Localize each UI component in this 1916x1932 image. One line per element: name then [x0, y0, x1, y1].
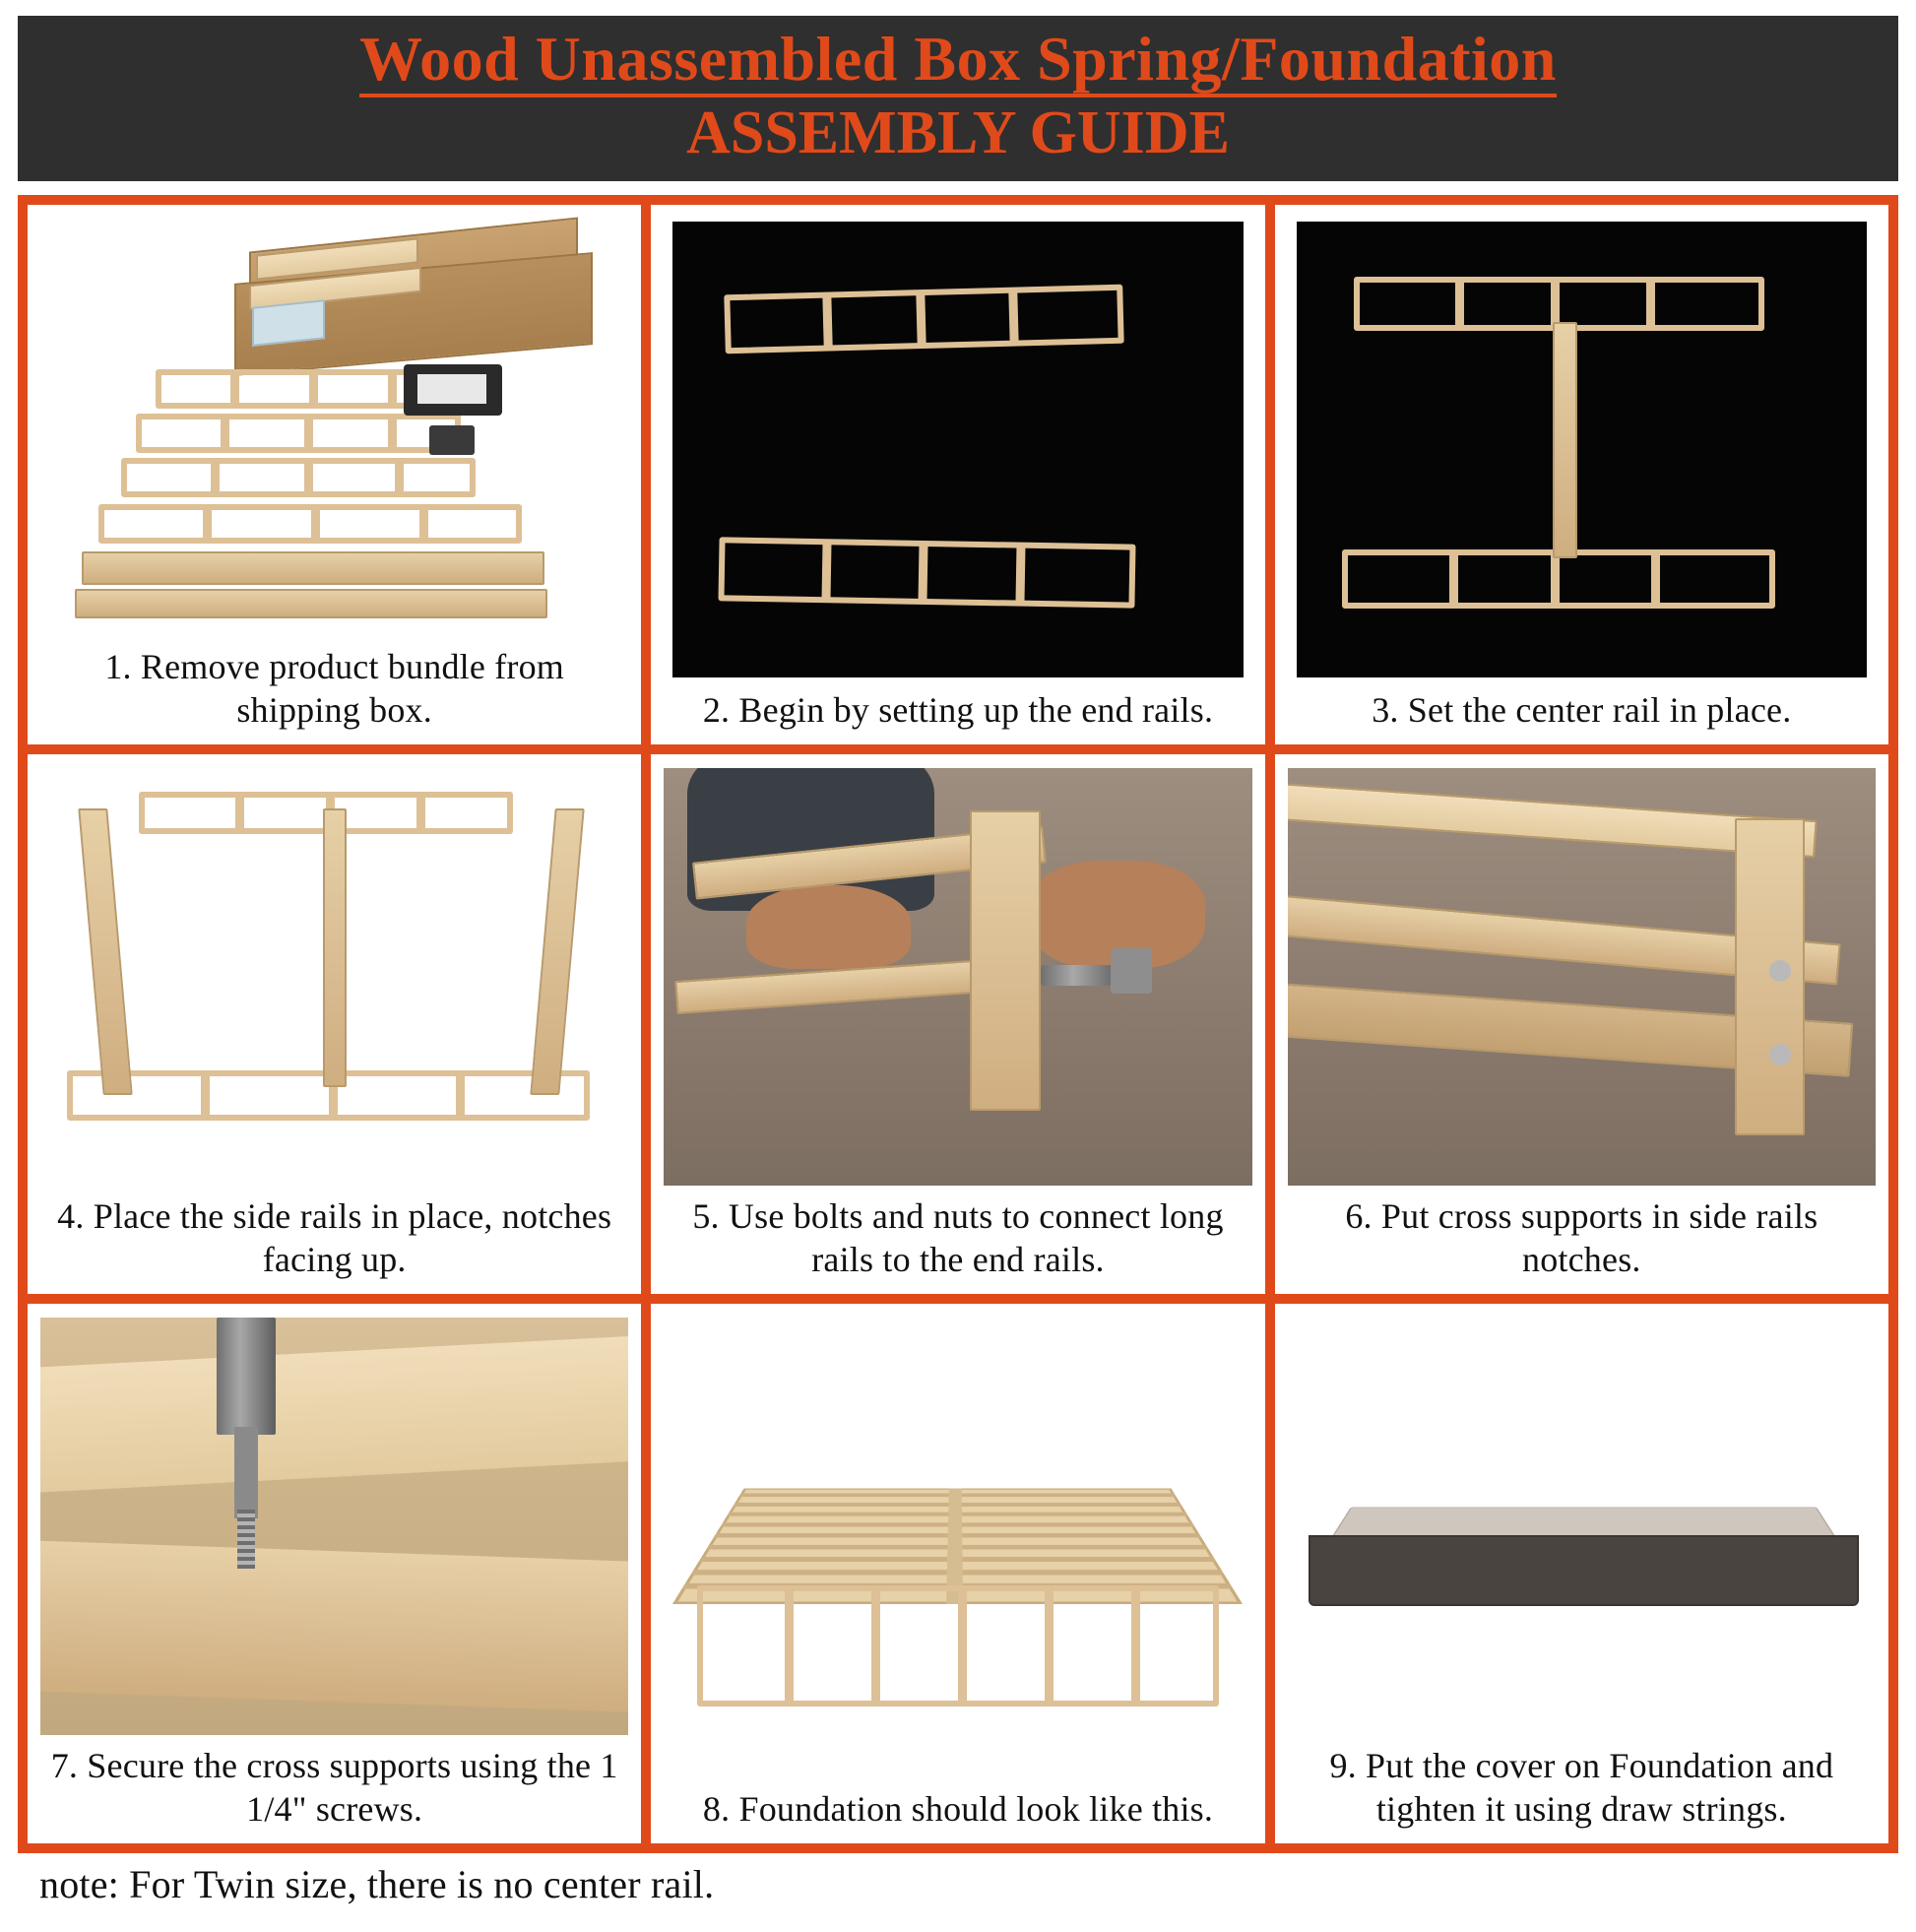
guide-title-line2: ASSEMBLY GUIDE: [686, 99, 1230, 167]
covered-foundation-photo: [1285, 1316, 1879, 1737]
step-caption-8: 8. Foundation should look like this.: [702, 1789, 1214, 1830]
step-caption-4: 4. Place the side rails in place, notches facing up.: [57, 1196, 612, 1280]
step-cell-1: [28, 205, 641, 744]
two-end-rails-photo: [672, 222, 1243, 677]
screw-pack: [429, 425, 475, 455]
stacked-rail-4: [98, 504, 522, 544]
bolting-rails-hands-photo: [664, 768, 1251, 1186]
step-cell-8: [651, 1304, 1264, 1843]
drill-chuck: [217, 1318, 276, 1435]
step-image-3: [1285, 217, 1879, 681]
footer-note: note: For Twin size, there is no center rail.: [39, 1862, 715, 1907]
screw: [237, 1510, 255, 1568]
hand-left: [746, 885, 911, 969]
foundation-front-rail: [697, 1585, 1220, 1707]
end-rail-bottom: [718, 537, 1135, 608]
side-rail-right: [530, 808, 585, 1095]
step-image-8: [661, 1316, 1254, 1780]
step-caption-9: 9. Put the cover on Foundation and tighten it using draw strings.: [1329, 1746, 1834, 1830]
step-cell-5: [651, 754, 1264, 1294]
side-rail-left: [79, 808, 134, 1095]
step-cell-9: [1275, 1304, 1888, 1843]
step-image-2: [661, 217, 1254, 681]
center-rail: [1553, 322, 1576, 559]
end-rail-bottom: [1342, 549, 1775, 609]
end-rail-corner: [1735, 818, 1806, 1135]
step-caption-3: 3. Set the center rail in place.: [1372, 690, 1792, 731]
center-rail: [323, 808, 347, 1087]
assembly-guide-page: [0, 16, 1916, 1932]
end-rail-top: [724, 285, 1124, 354]
bolt-set: [417, 374, 486, 404]
driver-bit: [234, 1427, 258, 1518]
nut: [1111, 948, 1152, 995]
step-image-1: [37, 217, 631, 638]
step-image-4: [37, 766, 631, 1188]
step-image-5: [661, 766, 1254, 1188]
step-cell-6: [1275, 754, 1888, 1294]
completed-foundation-photo: [661, 1316, 1254, 1780]
step-caption-5: 5. Use bolts and nuts to connect long rails to the end rails.: [692, 1196, 1224, 1280]
cross-support-board: [40, 1333, 628, 1494]
guide-header: [18, 16, 1898, 181]
step-caption-7: 7. Secure the cross supports using the 1 1/4" screws.: [50, 1746, 618, 1830]
foundation-cover-side: [1309, 1535, 1859, 1607]
step-cell-3: [1275, 205, 1888, 744]
side-rail-board: [40, 1540, 628, 1714]
step-cell-2: [651, 205, 1264, 744]
center-rail-placed-photo: [1297, 222, 1867, 677]
end-rail-upright: [970, 810, 1041, 1111]
driving-screw-closeup-photo: [40, 1318, 628, 1735]
step-cell-4: [28, 754, 641, 1294]
stacked-rail-5: [82, 551, 544, 585]
guide-title-line1: Wood Unassembled Box Spring/Foundation: [359, 26, 1557, 97]
stacked-rail-2: [136, 414, 461, 453]
step-caption-1: 1. Remove product bundle from shipping box.: [104, 647, 565, 731]
step-image-7: [37, 1316, 631, 1737]
side-rails-placed-photo: [37, 766, 631, 1188]
step-caption-6: 6. Put cross supports in side rails notches.: [1345, 1196, 1819, 1280]
steps-grid-frame: [18, 195, 1898, 1853]
product-bundle-in-shipping-box-photo: [37, 217, 631, 638]
steps-grid: [28, 205, 1888, 1843]
step-cell-7: [28, 1304, 641, 1843]
cross-supports-in-notches-photo: [1288, 768, 1876, 1186]
step-image-9: [1285, 1316, 1879, 1737]
hardware-bag: [252, 299, 325, 347]
stacked-rail-6: [75, 589, 547, 618]
step-image-6: [1285, 766, 1879, 1188]
stacked-rail-3: [121, 458, 476, 497]
step-caption-2: 2. Begin by setting up the end rails.: [702, 690, 1214, 731]
